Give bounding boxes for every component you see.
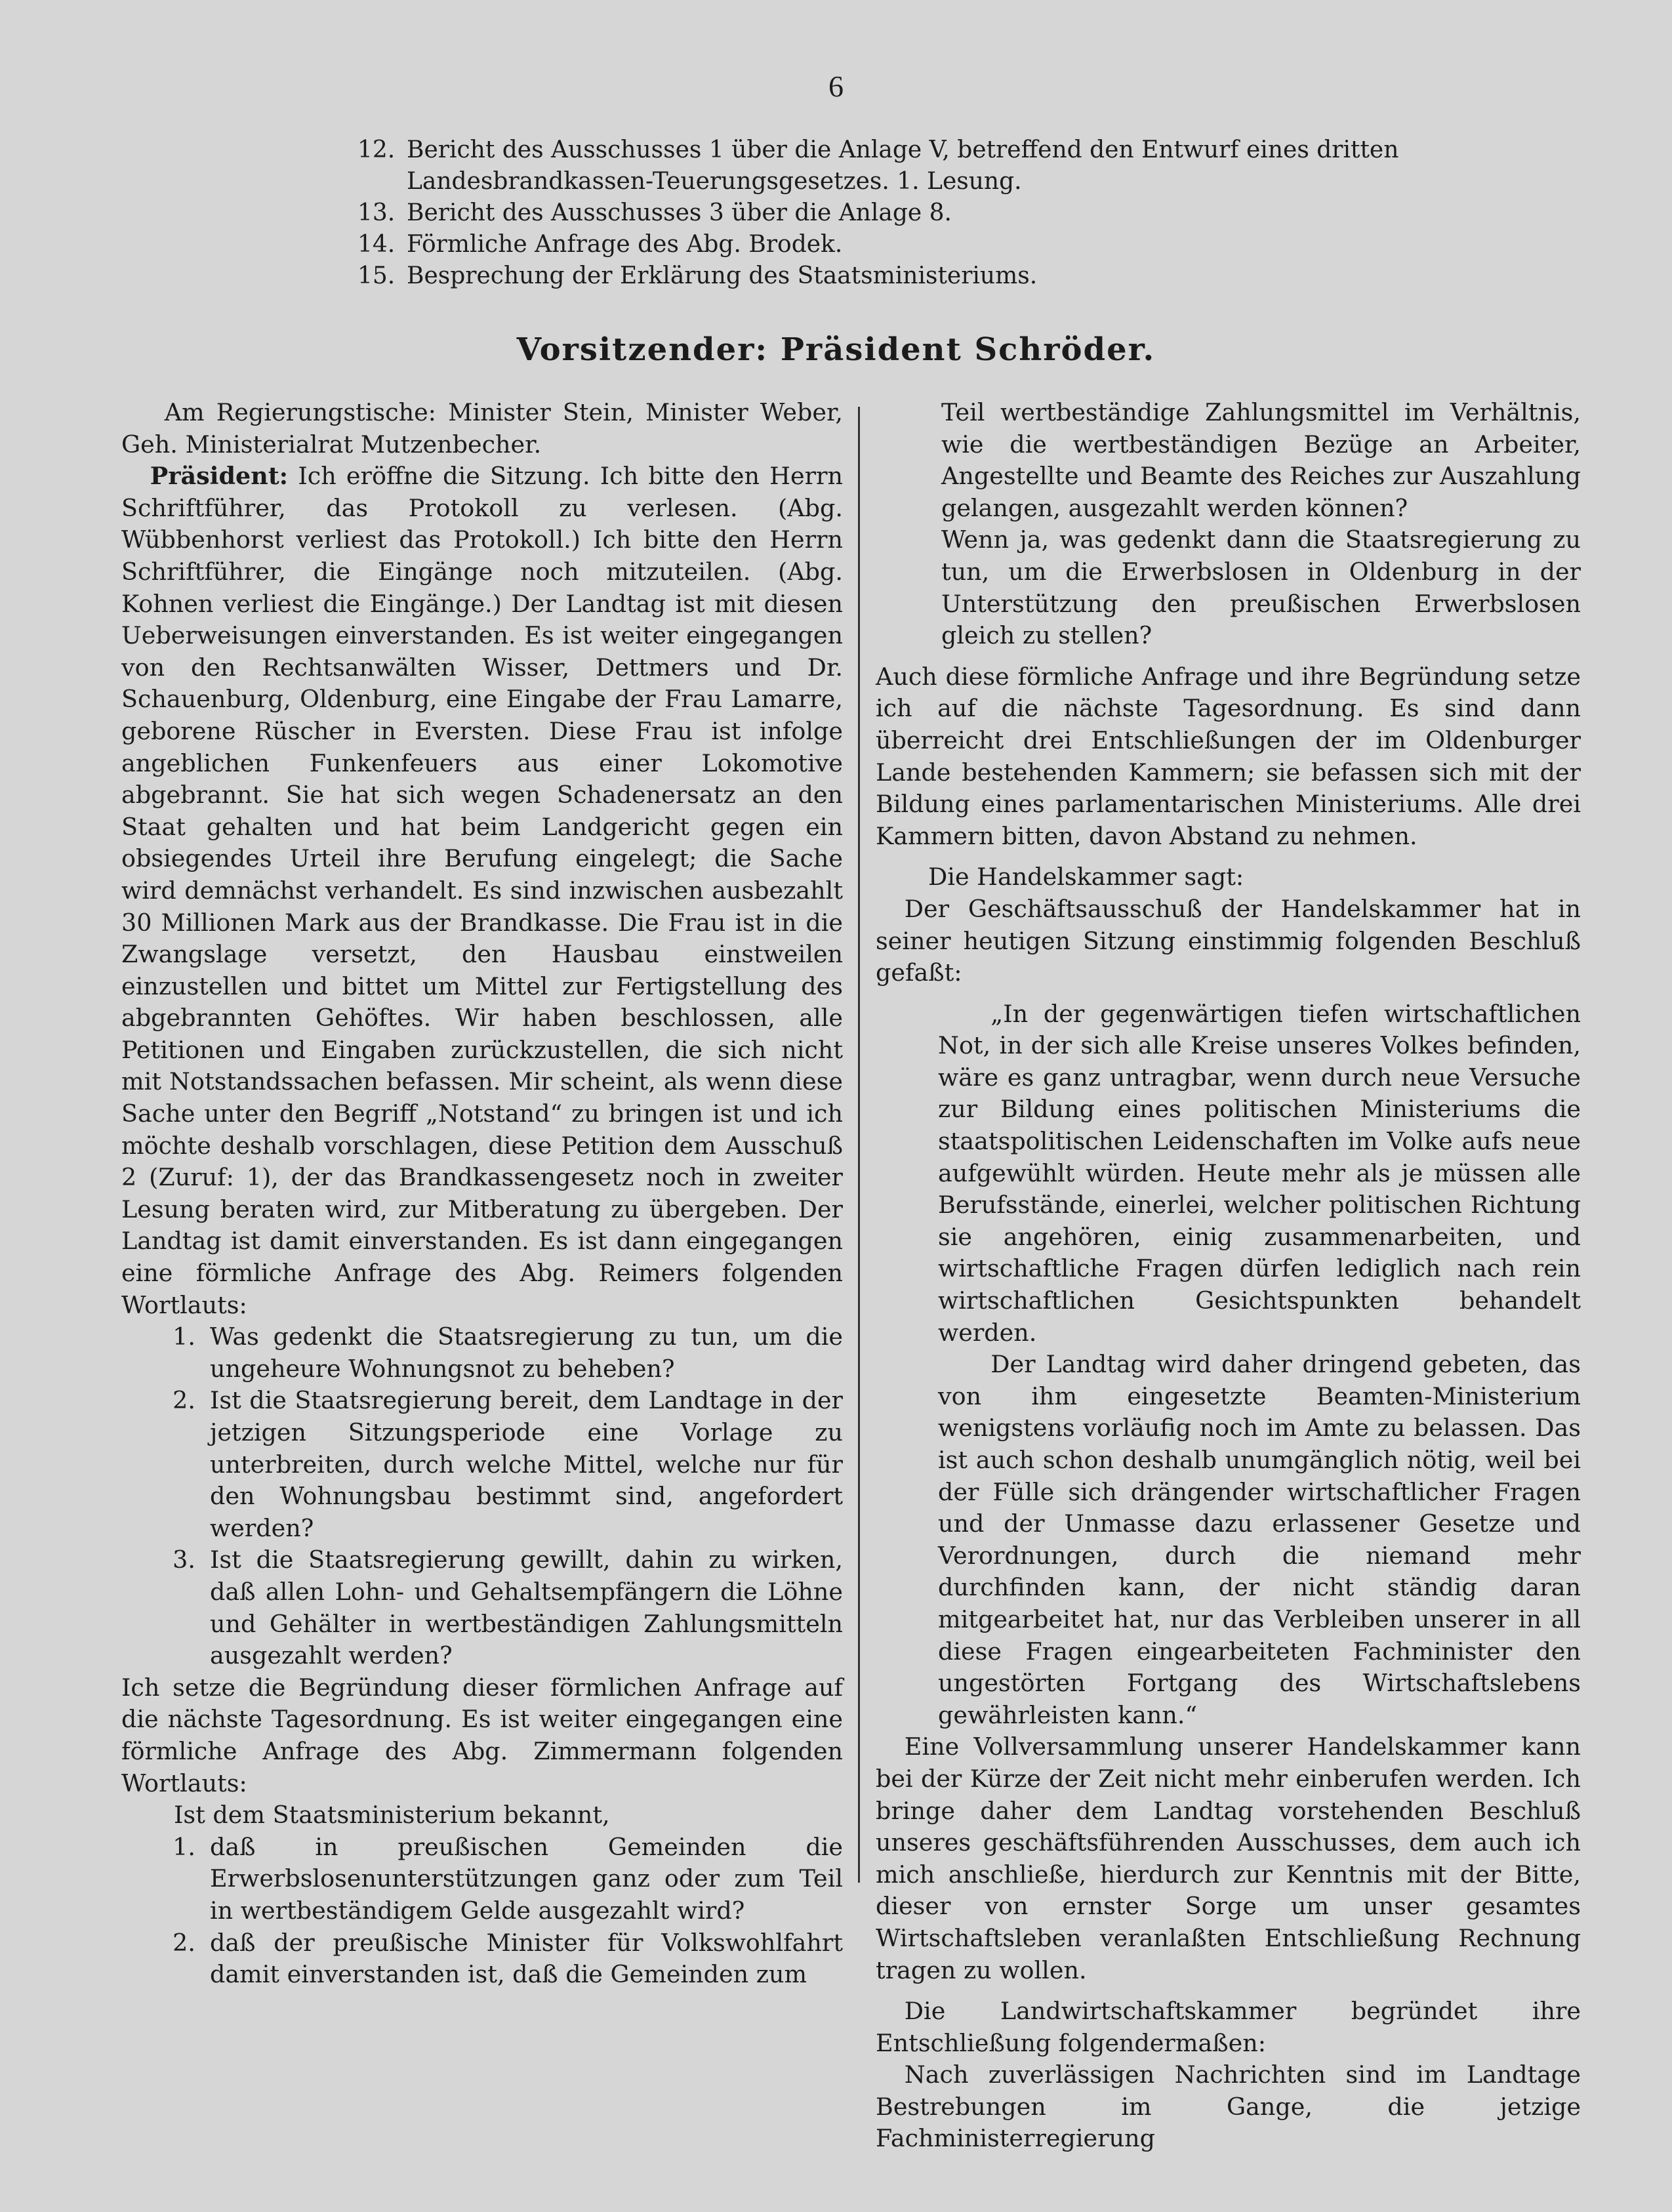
right-column [876,397,1581,2155]
quote-paragraph: Der Landtag wird daher dringend gebeten, das von ihm eingesetzte Beamten-Ministerium wenigstens vorläufig noch im Amte zu belassen. Das ist auch schon deshalb unumgänglich nötig, weil bei der Fülle sich drängender wirtschaftlicher Fragen und der Unmasse dazu erlassener Gesetze und Verordnungen, durch die niemand mehr durchfinden kann, der nicht ständig daran mitgearbeitet hat, nur das Verbleiben unserer in all diese Fragen eingearbeiteten Fachminister den ungestörten Fortgang des Wirtschaftslebens gewährleisten kann.“ [938,1350,1581,1729]
list-item-number: 2. [173,1928,195,1957]
list-item-number: 1. [173,1322,195,1351]
list-item [121,1927,843,1991]
wenn-ja-paragraph: Wenn ja, was gedenkt dann die Staatsregierung zu tun, um die Erwerbslosen in Oldenburg in der Unterstützung den preußischen Erwerbslosen gleich zu stellen? [941,525,1581,650]
list-item-text: Ist die Staatsregierung gewillt, dahin zu wirken, daß allen Lohn- und Gehaltsempfängern die Löhne und Gehälter in wertbeständigen Zahlungsmitteln ausgezahlt werden? [210,1546,843,1670]
agenda-item-number: 12. [357,136,396,163]
list-item-text: Was gedenkt die Staatsregierung zu tun, um die ungeheure Wohnungsnot zu beheben? [210,1322,843,1383]
nach-zuverlaessigen-paragraph: Nach zuverlässigen Nachrichten sind im Landtage Bestrebungen im Gange, die jetzige Fachministerregierung [876,2060,1581,2153]
page-number: 6 [828,70,844,103]
agenda-item-number: 14. [357,231,396,258]
list-item-text: daß in preußischen Gemeinden die Erwerbslosenunterstützungen ganz oder zum Teil in wertbeständigem Gelde ausgezahlt wird? [210,1832,843,1925]
spacer [876,989,1581,998]
speaker-label: Präsident: [150,462,289,491]
list-item [121,1321,843,1385]
list-item [121,1544,843,1671]
landwirtschaftskammer-paragraph: Die Landwirtschaftskammer begründet ihre Entschließung folgendermaßen: [876,1997,1581,2057]
agenda-item [357,134,1591,197]
spacer [876,652,1581,661]
list-item-number: 2. [173,1386,195,1415]
agenda-item-text: Besprechung der Erklärung des Staatsministeriums. [407,262,1038,289]
agenda-list [357,134,1591,292]
quote-paragraph: „In der gegenwärtigen tiefen wirtschaftlichen Not, in der sich alle Kreise unseres Volkes befinden, wäre es ganz untragbar, wenn durch neue Versuche zur Bildung eines politischen Ministeriums die staatspolitischen Leidenschaften im Volke aufs neue aufgewühlt würden. Heute mehr als je müssen alle Berufsstände, einerlei, welcher politischen Richtung sie angehören, einig zusammenarbeiten, und wirtschaftliche Fragen dürfen lediglich nach rein wirtschaftlichen Gesichtspunkten behandelt werden. [938,999,1581,1347]
agenda-item [357,197,1591,229]
geschaeftsausschuss-paragraph: Der Geschäftsausschuß der Handelskammer hat in seiner heutigen Sitzung einstimmig folgenden Beschluß gefaßt: [876,894,1581,987]
list-item [121,1385,843,1544]
agenda-item [357,260,1591,292]
list-item [121,1832,843,1927]
agenda-item-text: Bericht des Ausschusses 3 über die Anlage 8. [407,199,952,226]
list-item-text: Ist die Staatsregierung bereit, dem Landtage in der jetzigen Sitzungsperiode eine Vorlage zu unterbreiten, durch welche Mittel, welche nur für den Wohnungsbau bestimmt sind, angefordert werden? [210,1386,843,1542]
list-item-number: 1. [173,1832,195,1861]
list-item-text: daß der preußische Minister für Volkswohlfahrt damit einverstanden ist, daß die Gemeinden zum [210,1928,843,1989]
president-paragraph [121,461,843,1321]
vollversammlung-paragraph: Eine Vollversammlung unserer Handelskammer kann bei der Kürze der Zeit nicht mehr einberufen werden. Ich bringe daher dem Landtag vorstehenden Beschluß unseres geschäftsführenden Ausschusses, dem auch ich mich anschließe, hierdurch zur Kenntnis mit der Bitte, dieser von ernster Sorge um unser gesamtes Wirtschaftsleben veranlaßten Entschließung Rechnung tragen zu wollen. [876,1732,1581,1984]
continuation-paragraph: Teil wertbeständige Zahlungsmittel im Verhältnis, wie die wertbeständigen Bezüge an Arbeiter, Angestellte und Beamte des Reiches zur Auszahlung gelangen, ausgezahlt werden können? [941,398,1581,522]
handelskammer-intro: Die Handelskammer sagt: [928,863,1244,891]
government-bench-paragraph: Am Regierungstische: Minister Stein, Minister Weber, Geh. Ministerialrat Mutzenbecher. [121,398,843,459]
auch-diese-paragraph: Auch diese förmliche Anfrage und ihre Begründung setze ich auf die nächste Tagesordnung. Es sind dann überreicht drei Entschließungen der im Oldenburger Lande bestehenden Kammern; sie befassen sich mit der Bildung eines parlamentarischen Ministeriums. Alle drei Kammern bitten, davon Abstand zu nehmen. [876,662,1581,850]
agenda-item-text: Förmliche Anfrage des Abg. Brodek. [407,231,843,258]
president-speech-text: Ich eröffne die Sitzung. Ich bitte den Herrn Schriftführer, das Protokoll zu verlesen. (Abg. Wübbenhorst verliest das Protokoll.) Ich bitte den Herrn Schriftführer, die Eingänge noch mitzuteilen. (Abg. Kohnen verliest die Eingänge.) Der Landtag ist mit diesen Ueberweisungen einverstanden. Es ist weiter eingegangen von den Rechtsanwälten Wisser, Dettmers und Dr. Schauenburg, Oldenburg, eine Eingabe der Frau Lamarre, geborene Rüscher in Eversten. Diese Frau ist infolge angeblichen Funkenfeuers aus einer Lokomotive abgebrannt. Sie hat sich wegen Schadenersatz an den Staat gehalten und hat beim Landgericht gegen ein obsiegendes Urteil ihre Berufung eingelegt; die Sache wird demnächst verhandelt. Es sind inzwischen ausbezahlt 30 Millionen Mark aus der Brandkasse. Die Frau ist in die Zwangslage versetzt, den Hausbau einstweilen einzustellen und bittet um Mittel zur Fertigstellung des abgebrannten Gehöftes. Wir haben beschlossen, alle Petitionen und Eingaben zurückzustellen, die sich nicht mit Notstandssachen befassen. Mir scheint, als wenn diese Sache unter den Begriff „Notstand“ zu bringen ist und ich möchte deshalb vorschlagen, diese Petition dem Ausschuß 2 (Zuruf: 1), der das Brandkassengesetz noch in zweiter Lesung beraten wird, zur Mitberatung zu übergeben. Der Landtag ist damit einverstanden. Es ist dann eingegangen eine förmliche Anfrage des Abg. Reimers folgenden Wortlauts: [121,462,843,1319]
left-column [121,397,843,1991]
spacer [876,1986,1581,1996]
list-item-number: 3. [173,1546,195,1574]
agenda-item-number: 15. [357,262,396,289]
reimers-question-list [121,1321,843,1672]
agenda-item [357,229,1591,260]
zimmermann-intro: Ist dem Staatsministerium bekannt, [174,1801,610,1830]
column-divider [858,407,860,1883]
spacer [876,852,1581,861]
chair-heading: Vorsitzender: Präsident Schröder. [516,331,1156,368]
agenda-item-number: 13. [357,199,396,226]
agenda-item-text: Bericht des Ausschusses 1 über die Anlage V, betreffend den Entwurf eines dritten Landesbrandkassen-Teuerungsgesetzes. 1. Lesung. [407,136,1399,195]
after-reimers-paragraph: Ich setze die Begründung dieser förmlichen Anfrage auf die nächste Tagesordnung. Es ist weiter eingegangen eine förmliche Anfrage des Abg. Zimmermann folgenden Wortlauts: [121,1673,843,1797]
zimmermann-question-list [121,1832,843,1991]
